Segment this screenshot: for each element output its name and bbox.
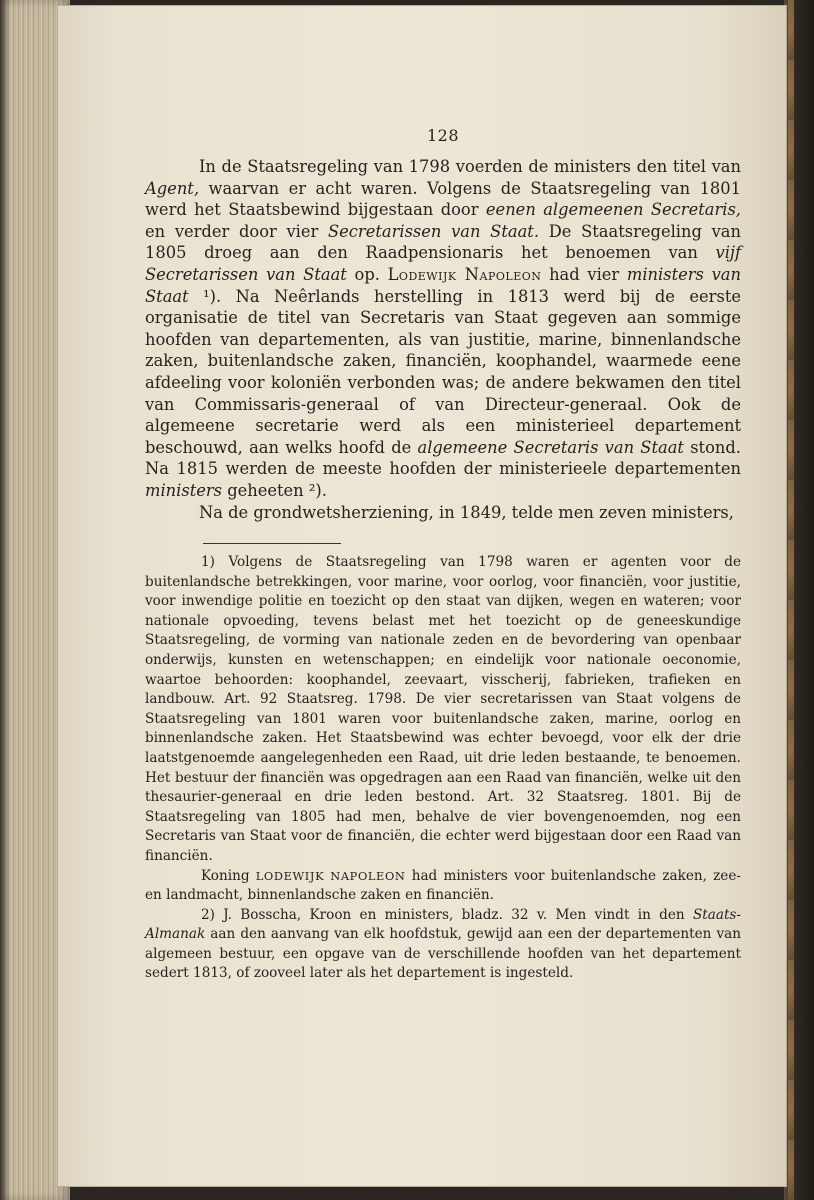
small-caps-name: Lodewijk Napoleon bbox=[387, 264, 542, 284]
footnote-divider bbox=[203, 543, 341, 544]
paragraph-1: In de Staatsregeling van 1798 voerden de ministers den titel van Agent, waarvan er acht waren. Volgens de Staatsregeling van 1801 werd het Staatsbewind bijgestaan door eenen algemeenen Secretaris, en verder door vier Secretarissen van Staat. De Staatsregeling van 1805 droeg aan den Raadpensionaris het benoemen van vijf Secretarissen van Staat op. Lodewijk Napoleon had vier ministers van Staat ¹). Na Neêrlands herstelling in 1813 werd bij de eerste organisatie de titel van Secretaris van Staat gegeven aan sommige hoofden van departementen, als van justitie, marine, binnenlandsche zaken, buitenlandsche zaken, financiën, koophandel, waarmede eene afdeeling voor koloniën verbonden was; de andere bekwamen den titel van Commissaris-generaal of van Directeur-generaal. Ook de algemeene secretarie werd als een ministerieel departement beschouwd, aan welks hoofd de algemeene Secretaris van Staat stond. Na 1815 werden de meeste hoofden der ministerieele departementen ministers geheeten ²). bbox=[145, 157, 741, 500]
footnote-1: 1) Volgens de Staatsregeling van 1798 waren er agenten voor de buitenlandsche betrekkingen, voor marine, voor oorlog, voor financiën, voor justitie, voor inwendige politie en toezicht op den staat van dijken, wegen en wateren; voor nationale opvoeding, tevens belast met het toezicht op de geneeskundige Staatsregeling, de vorming van nationale zeden en de bevordering van openbaar onderwijs, kunsten en wetenschappen; en eindelijk voor nationale oeconomie, waartoe behoorden: koophandel, zeevaart, visscherij, fabrieken, trafieken en landbouw. Art. 92 Staatsreg. 1798. De vier secretarissen van Staat volgens de Staatsregeling van 1801 waren voor buitenlandsche zaken, marine, oorlog en binnenlandsche zaken. Het Staatsbewind was echter bevoegd, voor elk der drie laatstgenoemde aangelegenheden een Raad, uit drie leden bestaande, te benoemen. Het bestuur der financiën was opgedragen aan een Raad van financiën, welke uit den thesaurier-generaal en drie leden bestond. Art. 32 Staatsreg. 1801. Bij de Staatsregeling van 1805 had men, behalve de vier bovengenoemden, nog een Secretaris van Staat voor de financiën, die echter werd bijgestaan door een Raad van financiën. bbox=[145, 554, 741, 864]
page-number: 128 bbox=[426, 126, 460, 145]
main-text bbox=[145, 156, 741, 523]
footnote-2: 2) J. Bosscha, Kroon en ministers, bladz. 32 v. Men vindt in den Staats-Almanak aan den aanvang van elk hoofdstuk, gewijd aan een der departementen van algemeen bestuur, een opgave van de verschillende hoofden van het departement sedert 1813, of zooveel later als het departement is ingesteld. bbox=[145, 906, 741, 982]
footnote-1-continued: Koning LODEWIJK NAPOLEON had ministers voor buitenlandsche zaken, zee- en landmacht, binnenlandsche zaken en financiën. bbox=[145, 867, 741, 904]
book-spine-edge bbox=[784, 0, 814, 1200]
footnotes bbox=[145, 553, 741, 984]
paragraph-2: Na de grondwetsherziening, in 1849, telde men zeven ministers, bbox=[199, 502, 734, 522]
small-caps-name: LODEWIJK NAPOLEON bbox=[255, 868, 406, 883]
